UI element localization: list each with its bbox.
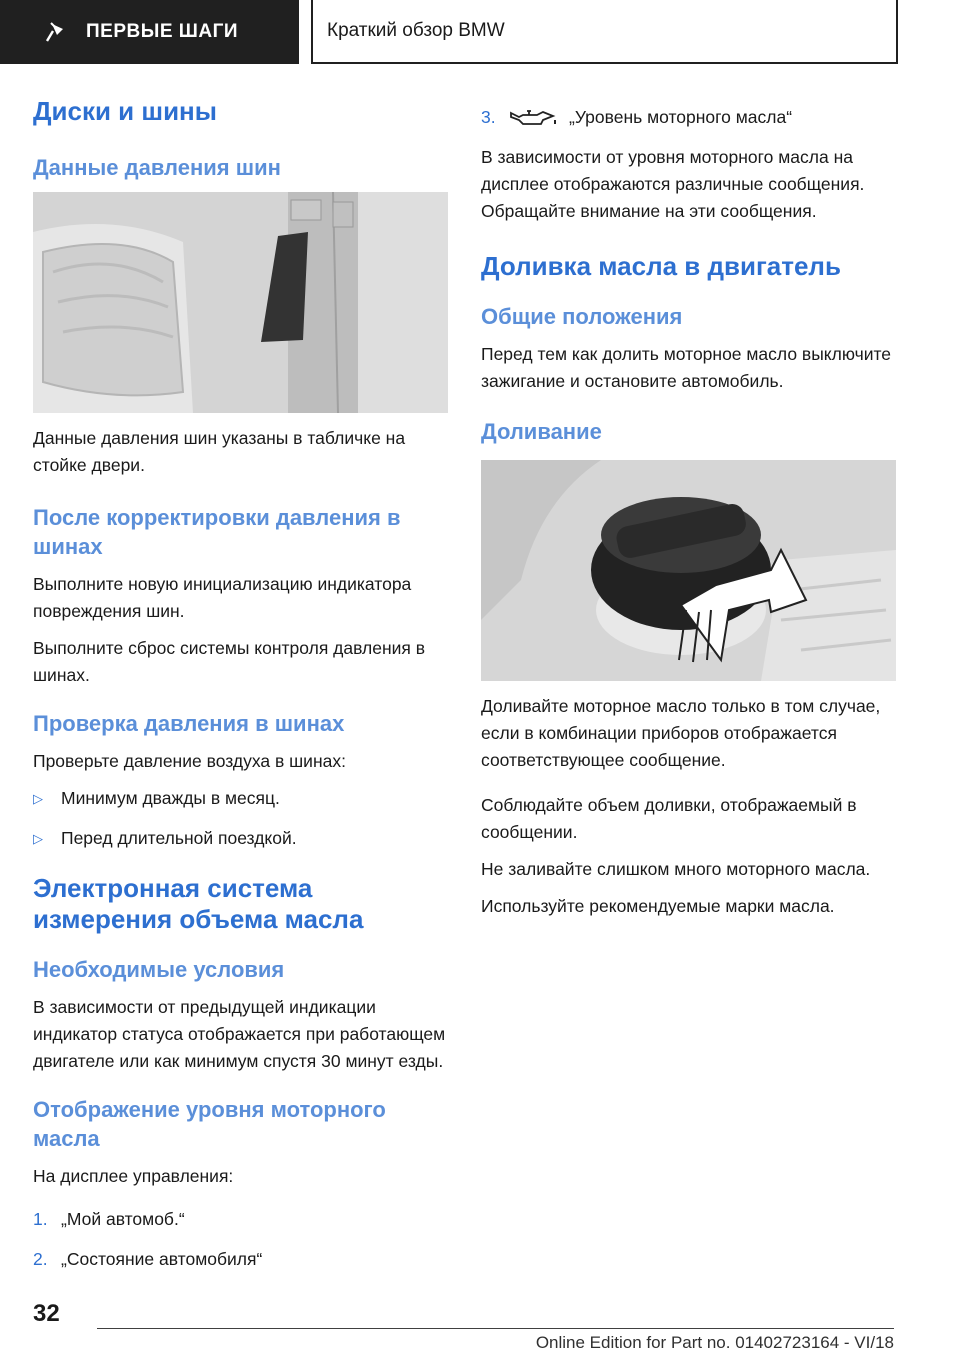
section-tab: [311, 0, 898, 64]
bullet-marker: ▷: [33, 831, 43, 846]
footer-divider: [97, 1328, 894, 1329]
step3-description: В зависимости от уровня моторного масла на дисплее отображаются различные сообщения. Обращайте внимание на эти сообщения.: [481, 147, 865, 221]
heading-oil-measurement: Электронная система измерения объема масла: [33, 873, 364, 934]
step-number: 3.: [481, 107, 496, 127]
heading-pressure-data: Данные давления шин: [33, 155, 281, 180]
door-pillar-photo: [33, 192, 448, 413]
list-item: [481, 104, 896, 131]
list-item-text: Перед длительной поездкой.: [61, 828, 297, 848]
section-title: Краткий обзор BMW: [327, 20, 505, 41]
list-item: [33, 825, 448, 852]
general-text: Перед тем как долить моторное масло выключите зажигание и остановите автомобиль.: [481, 344, 892, 391]
oil-display-text: На дисплее управления:: [33, 1166, 234, 1186]
step-text: „Состояние автомобиля“: [61, 1249, 263, 1269]
chapter-tab: [0, 0, 299, 64]
step-number: 1.: [33, 1209, 48, 1229]
step-text: „Мой автомоб.“: [61, 1209, 185, 1229]
after-correction-text-2: Выполните сброс системы контроля давления в шинах.: [33, 638, 426, 685]
heading-oil-display: Отображение уровня моторного масла: [33, 1097, 386, 1151]
left-column: [33, 96, 448, 1286]
adding-text-3: Не заливайте слишком много моторного масла.: [481, 859, 871, 879]
heading-after-correction: После корректировки давления в шинах: [33, 505, 401, 559]
page-number: 32: [33, 1300, 60, 1327]
pressure-data-text: Данные давления шин указаны в табличке на стойке двери.: [33, 428, 406, 475]
heading-general: Общие положения: [481, 304, 683, 329]
after-correction-text-1: Выполните новую инициализацию индикатора повреждения шин.: [33, 574, 412, 621]
adding-text-4: Используйте рекомендуемые марки масла.: [481, 896, 835, 916]
heading-conditions: Необходимые условия: [33, 957, 285, 982]
heading-wheels: Диски и шины: [33, 96, 217, 126]
flag-icon: [44, 21, 66, 43]
right-column: [481, 104, 896, 930]
edition-info: Online Edition for Part no. 01402723164 - VI/18: [535, 1333, 894, 1352]
bullet-marker: ▷: [33, 791, 43, 806]
oil-can-icon: [509, 108, 569, 128]
adding-text-1: Доливайте моторное масло только в том случае, если в комбинации приборов отображается соответствующее сообщение.: [481, 696, 881, 770]
oil-cap-photo: [481, 460, 896, 681]
step-number: 2.: [33, 1249, 48, 1269]
list-item: [33, 785, 448, 812]
pressure-check-text: Проверьте давление воздуха в шинах:: [33, 751, 346, 771]
step-text: „Уровень моторного масла“: [569, 107, 793, 127]
list-item: [33, 1246, 448, 1273]
heading-oil-topup: Доливка масла в двигатель: [481, 251, 841, 281]
chapter-title: ПЕРВЫЕ ШАГИ: [86, 21, 239, 42]
list-item: [33, 1206, 448, 1233]
list-item-text: Минимум дважды в месяц.: [61, 788, 280, 808]
heading-pressure-check: Проверка давления в шинах: [33, 711, 345, 736]
conditions-text: В зависимости от предыдущей индикации индикатор статуса отображается при работающем двигателе или как минимум спустя 30 минут езды.: [33, 997, 446, 1071]
heading-adding: Доливание: [481, 419, 602, 444]
adding-text-2: Соблюдайте объем доливки, отображаемый в сообщении.: [481, 795, 857, 842]
